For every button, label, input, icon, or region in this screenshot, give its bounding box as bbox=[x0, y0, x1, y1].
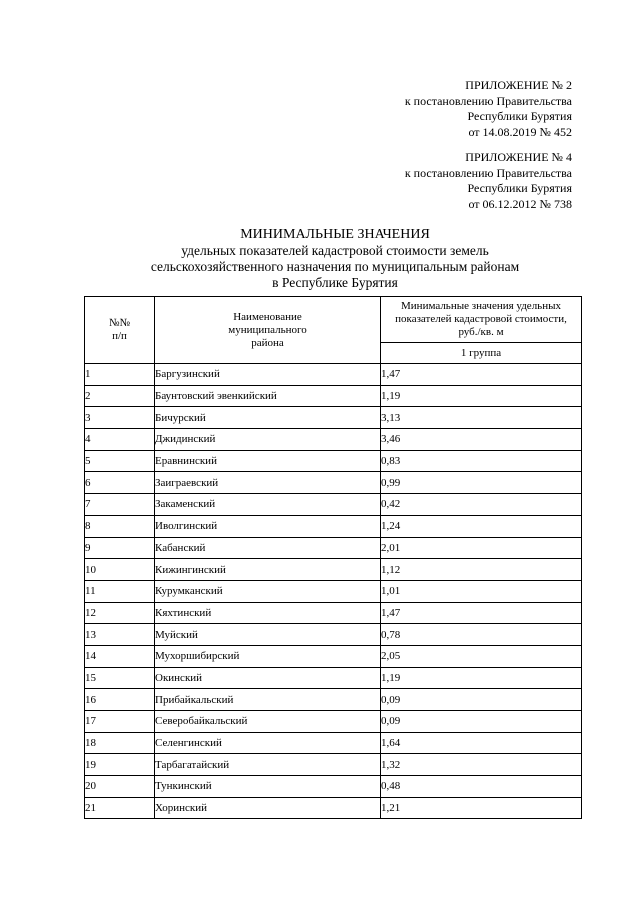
district-name: Джидинский bbox=[155, 429, 381, 451]
cadastral-value: 3,46 bbox=[381, 429, 582, 451]
row-number: 16 bbox=[85, 689, 155, 711]
district-name: Заиграевский bbox=[155, 472, 381, 494]
cadastral-value: 1,01 bbox=[381, 580, 582, 602]
district-name: Кяхтинский bbox=[155, 602, 381, 624]
header-district-line-2: муниципального bbox=[228, 323, 307, 336]
row-number: 2 bbox=[85, 385, 155, 407]
table-row bbox=[85, 711, 582, 733]
cadastral-value: 0,09 bbox=[381, 689, 582, 711]
district-name: Баунтовский эвенкийский bbox=[155, 385, 381, 407]
row-number: 6 bbox=[85, 472, 155, 494]
row-number: 1 bbox=[85, 364, 155, 386]
row-number: 19 bbox=[85, 754, 155, 776]
cadastral-value-table bbox=[84, 296, 582, 819]
title-line-2: удельных показателей кадастровой стоимости земель bbox=[181, 243, 489, 258]
row-number: 14 bbox=[85, 645, 155, 667]
row-number: 11 bbox=[85, 580, 155, 602]
table-body bbox=[85, 364, 582, 819]
cadastral-value: 0,48 bbox=[381, 776, 582, 798]
cadastral-value: 0,83 bbox=[381, 450, 582, 472]
district-name: Прибайкальский bbox=[155, 689, 381, 711]
district-name: Тункинский bbox=[155, 776, 381, 798]
district-name: Кижингинский bbox=[155, 559, 381, 581]
district-name: Северобайкальский bbox=[155, 711, 381, 733]
table-row bbox=[85, 732, 582, 754]
header-number-line-2: п/п bbox=[112, 330, 127, 342]
table-row bbox=[85, 515, 582, 537]
row-number: 7 bbox=[85, 494, 155, 516]
row-number: 18 bbox=[85, 732, 155, 754]
appendix-current-title: ПРИЛОЖЕНИЕ № 2 bbox=[465, 78, 572, 92]
district-name: Хоринский bbox=[155, 797, 381, 819]
table-row bbox=[85, 580, 582, 602]
table-row bbox=[85, 472, 582, 494]
title-line-4: в Республике Бурятия bbox=[272, 275, 398, 290]
table-row bbox=[85, 429, 582, 451]
header-district-line-3: района bbox=[251, 336, 284, 349]
table-row bbox=[85, 385, 582, 407]
appendix-original-line-2: к постановлению Правительства bbox=[404, 165, 572, 180]
cadastral-value: 1,19 bbox=[381, 385, 582, 407]
table-row bbox=[85, 450, 582, 472]
table-row bbox=[85, 494, 582, 516]
table-row bbox=[85, 602, 582, 624]
table-row bbox=[85, 537, 582, 559]
row-number: 10 bbox=[85, 559, 155, 581]
cadastral-value: 0,42 bbox=[381, 494, 582, 516]
header-value bbox=[381, 297, 582, 343]
table-row bbox=[85, 645, 582, 667]
appendix-original-title: ПРИЛОЖЕНИЕ № 4 bbox=[465, 150, 572, 164]
row-number: 9 bbox=[85, 537, 155, 559]
table-row bbox=[85, 407, 582, 429]
header-value-line-3: руб./кв. м bbox=[458, 326, 504, 338]
cadastral-value: 1,24 bbox=[381, 515, 582, 537]
table-row bbox=[85, 624, 582, 646]
cadastral-value: 1,21 bbox=[381, 797, 582, 819]
table-row bbox=[85, 364, 582, 386]
header-value-line-1: Минимальные значения удельных bbox=[401, 300, 561, 312]
cadastral-value: 1,64 bbox=[381, 732, 582, 754]
appendix-current-header bbox=[405, 78, 572, 140]
document-title bbox=[100, 227, 570, 291]
table-row bbox=[85, 689, 582, 711]
row-number: 21 bbox=[85, 797, 155, 819]
cadastral-value: 1,12 bbox=[381, 559, 582, 581]
cadastral-value: 0,99 bbox=[381, 472, 582, 494]
district-name: Муйский bbox=[155, 624, 381, 646]
appendix-original-date: от 06.12.2012 № 738 bbox=[468, 196, 572, 211]
cadastral-value: 2,05 bbox=[381, 645, 582, 667]
district-name: Закаменский bbox=[155, 494, 381, 516]
header-number bbox=[85, 297, 155, 364]
row-number: 3 bbox=[85, 407, 155, 429]
header-value-line-2: показателей кадастровой стоимости, bbox=[395, 313, 567, 325]
row-number: 17 bbox=[85, 711, 155, 733]
row-number: 5 bbox=[85, 450, 155, 472]
appendix-original-header bbox=[405, 150, 572, 212]
row-number: 15 bbox=[85, 667, 155, 689]
table-row bbox=[85, 559, 582, 581]
row-number: 4 bbox=[85, 429, 155, 451]
district-name: Окинский bbox=[155, 667, 381, 689]
row-number: 20 bbox=[85, 776, 155, 798]
table-row bbox=[85, 667, 582, 689]
table-row bbox=[85, 776, 582, 798]
title-line-1: МИНИМАЛЬНЫЕ ЗНАЧЕНИЯ bbox=[240, 227, 430, 242]
district-name: Кабанский bbox=[155, 537, 381, 559]
appendix-current-date: от 14.08.2019 № 452 bbox=[468, 124, 572, 139]
appendix-current-line-3: Республики Бурятия bbox=[467, 109, 572, 123]
table-row bbox=[85, 797, 582, 819]
row-number: 8 bbox=[85, 515, 155, 537]
cadastral-value: 1,19 bbox=[381, 667, 582, 689]
cadastral-value: 0,78 bbox=[381, 624, 582, 646]
appendix-current-line-2: к постановлению Правительства bbox=[404, 93, 572, 108]
table-row bbox=[85, 754, 582, 776]
district-name: Курумканский bbox=[155, 580, 381, 602]
district-name: Селенгинский bbox=[155, 732, 381, 754]
row-number: 13 bbox=[85, 624, 155, 646]
cadastral-value: 1,47 bbox=[381, 602, 582, 624]
district-name: Мухоршибирский bbox=[155, 645, 381, 667]
district-name: Еравнинский bbox=[155, 450, 381, 472]
cadastral-value: 2,01 bbox=[381, 537, 582, 559]
district-name: Иволгинский bbox=[155, 515, 381, 537]
header-district-line-1: Наименование bbox=[233, 310, 302, 323]
title-line-3: сельскохозяйственного назначения по муниципальным районам bbox=[150, 259, 520, 274]
appendix-original-line-3: Республики Бурятия bbox=[467, 181, 572, 195]
district-name: Тарбагатайский bbox=[155, 754, 381, 776]
district-name: Баргузинский bbox=[155, 364, 381, 386]
district-name: Бичурский bbox=[155, 407, 381, 429]
header-number-line-1: №№ bbox=[109, 317, 130, 329]
cadastral-value: 3,13 bbox=[381, 407, 582, 429]
header-district bbox=[155, 297, 381, 364]
cadastral-value: 1,47 bbox=[381, 364, 582, 386]
row-number: 12 bbox=[85, 602, 155, 624]
cadastral-value: 0,09 bbox=[381, 711, 582, 733]
cadastral-value: 1,32 bbox=[381, 754, 582, 776]
header-group: 1 группа bbox=[381, 343, 582, 364]
